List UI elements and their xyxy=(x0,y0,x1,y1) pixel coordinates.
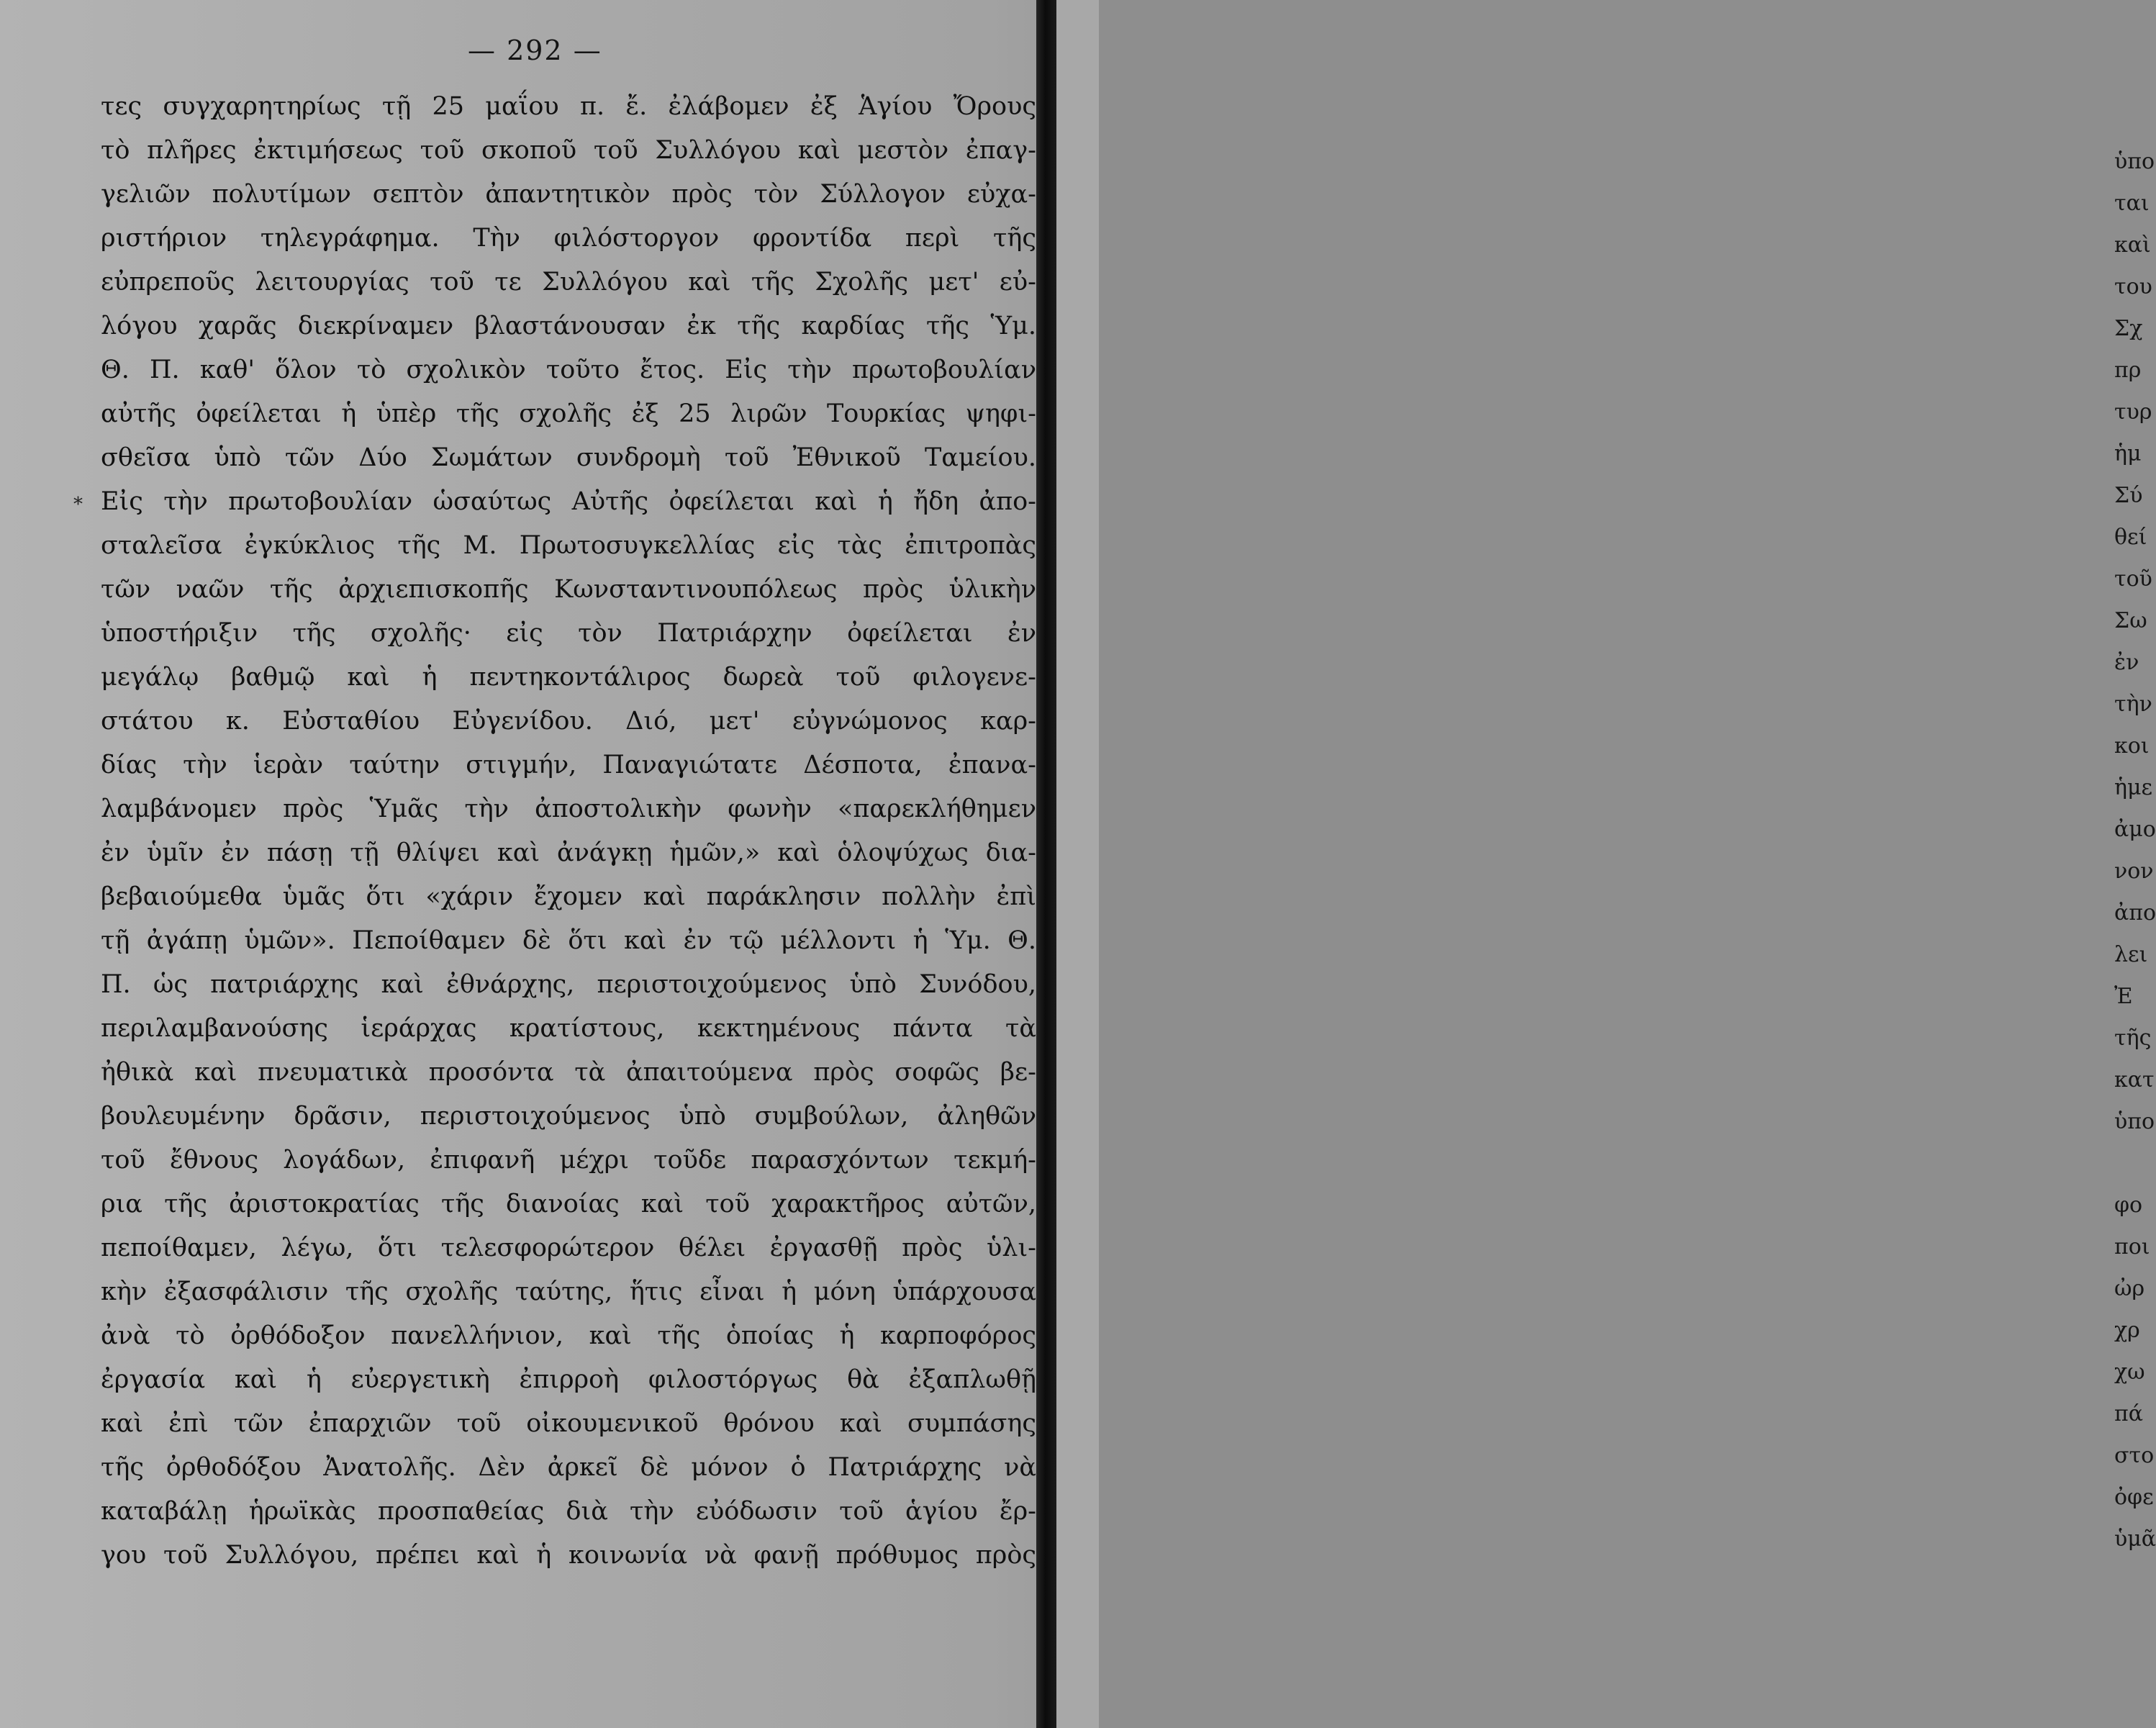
text-line: ἐργασία καὶ ἡ εὐεργετικὴ ἐπιρροὴ φιλοστόργως θὰ ἐξαπλωθῇ xyxy=(101,1365,1036,1394)
text-line: ὑποστήριξιν τῆς σχολῆς· εἰς τὸν Πατριάρχην ὀφείλεται ἐν xyxy=(101,619,1036,648)
next-page-fragments xyxy=(2114,141,2155,1560)
next-page-fragment: τυρ xyxy=(2114,399,2152,425)
text-line: γελιῶν πολυτίμων σεπτὸν ἀπαντητικὸν πρὸς τὸν Σύλλογον εὐχα- xyxy=(101,180,1036,209)
next-page-fragment: χω xyxy=(2114,1360,2145,1385)
next-page-fragment: Σχ xyxy=(2114,316,2143,341)
text-line: γου τοῦ Συλλόγου, πρέπει καὶ ἡ κοινωνία νὰ φανῇ πρόθυμος πρὸς xyxy=(101,1541,1036,1570)
text-line: ἐν ὑμῖν ἐν πάσῃ τῇ θλίψει καὶ ἀνάγκῃ ἡμῶν,» καὶ ὁλοψύχως δια- xyxy=(101,838,1036,867)
next-page-fragment: χρ xyxy=(2114,1318,2140,1343)
text-line: κὴν ἐξασφάλισιν τῆς σχολῆς ταύτης, ἥτις εἶναι ἡ μόνη ὑπάρχουσα xyxy=(101,1277,1036,1306)
text-line: Θ. Π. καθ' ὅλον τὸ σχολικὸν τοῦτο ἔτος. Εἰς τὴν πρωτοβουλίαν xyxy=(101,356,1036,384)
text-line: τῶν ναῶν τῆς ἀρχιεπισκοπῆς Κωνσταντινουπόλεως πρὸς ὑλικὴν xyxy=(101,575,1036,604)
text-line: λαμβάνομεν πρὸς Ὑμᾶς τὴν ἀποστολικὴν φωνὴν «παρεκλήθημεν xyxy=(101,795,1036,823)
text-line: Εἰς τὴν πρωτοβουλίαν ὡσαύτως Αὐτῆς ὀφείλεται καὶ ἡ ἤδη ἀπο- xyxy=(101,487,1036,516)
main-page xyxy=(0,0,1036,1728)
next-page-fragment: Σω xyxy=(2114,608,2147,633)
next-page-fragment: ἀπο xyxy=(2114,900,2156,926)
next-page-fragment: ἡμε xyxy=(2114,775,2153,800)
text-line: τῆς ὀρθοδόξου Ἀνατολῆς. Δὲν ἀρκεῖ δὲ μόνον ὁ Πατριάρχης νὰ xyxy=(101,1453,1036,1482)
next-page-fragment: Σύ xyxy=(2114,483,2143,508)
text-line: τὸ πλῆρες ἐκτιμήσεως τοῦ σκοποῦ τοῦ Συλλόγου καὶ μεστὸν ἐπαγ- xyxy=(101,136,1036,165)
next-page-fragment: τὴν xyxy=(2114,692,2152,717)
next-page-fragment: του xyxy=(2114,274,2152,299)
next-page-fragment: ὑπο xyxy=(2114,149,2155,174)
margin-mark: * xyxy=(73,494,83,515)
text-line: ἀνὰ τὸ ὀρθόδοξον πανελλήνιον, καὶ τῆς ὁποίας ἡ καρποφόρος xyxy=(101,1321,1036,1350)
text-line: ρια τῆς ἀριστοκρατίας τῆς διανοίας καὶ τοῦ χαρακτῆρος αὐτῶν, xyxy=(101,1190,1036,1218)
text-line: πεποίθαμεν, λέγω, ὅτι τελεσφορώτερον θέλει ἐργασθῇ πρὸς ὑλι- xyxy=(101,1234,1036,1262)
text-line: τοῦ ἔθνους λογάδων, ἐπιφανῆ μέχρι τοῦδε παρασχόντων τεκμή- xyxy=(101,1146,1036,1175)
next-page-fragment: κατ xyxy=(2114,1067,2155,1093)
text-line: εὐπρεποῦς λειτουργίας τοῦ τε Συλλόγου καὶ τῆς Σχολῆς μετ' εὐ- xyxy=(101,268,1036,297)
next-page-fragment: ὑμᾶ xyxy=(2114,1526,2156,1552)
next-page-fragment: ἐν xyxy=(2114,650,2139,675)
next-page-fragment: φο xyxy=(2114,1193,2143,1218)
body-text xyxy=(101,85,1036,1578)
text-line: βουλευμένην δρᾶσιν, περιστοιχούμενος ὑπὸ συμβούλων, ἀληθῶν xyxy=(101,1102,1036,1131)
text-line: στάτου κ. Εὐσταθίου Εὐγενίδου. Διό, μετ' εὐγνώμονος καρ- xyxy=(101,707,1036,736)
text-line: Π. ὡς πατριάρχης καὶ ἐθνάρχης, περιστοιχούμενος ὑπὸ Συνόδου, xyxy=(101,970,1036,999)
next-page-fragment: ἀμο xyxy=(2114,817,2156,842)
next-page-fragment: ὠρ xyxy=(2114,1276,2145,1301)
text-line: ἠθικὰ καὶ πνευματικὰ προσόντα τὰ ἀπαιτούμενα πρὸς σοφῶς βε- xyxy=(101,1058,1036,1087)
next-page-fragment: πά xyxy=(2114,1401,2143,1426)
next-page-fragment: ὀφε xyxy=(2114,1485,2154,1510)
text-line: αὐτῆς ὀφείλεται ἡ ὑπὲρ τῆς σχολῆς ἐξ 25 λιρῶν Τουρκίας ψηφι- xyxy=(101,399,1036,428)
text-line: καὶ ἐπὶ τῶν ἐπαρχιῶν τοῦ οἰκουμενικοῦ θρόνου καὶ συμπάσης xyxy=(101,1409,1036,1438)
text-line: δίας τὴν ἱερὰν ταύτην στιγμήν, Παναγιώτατε Δέσποτα, ἐπανα- xyxy=(101,751,1036,779)
next-page-fragment: λει xyxy=(2114,942,2148,967)
next-page-fragment: πρ xyxy=(2114,358,2142,383)
next-page-edge xyxy=(1056,0,2156,1728)
text-line: περιλαμβανούσης ἱεράρχας κρατίστους, κεκτημένους πάντα τὰ xyxy=(101,1014,1036,1043)
next-page-fragment: ὑπο xyxy=(2114,1109,2155,1134)
text-line: καταβάλῃ ἡρωϊκὰς προσπαθείας διὰ τὴν εὐόδωσιν τοῦ ἁγίου ἔρ- xyxy=(101,1497,1036,1526)
next-page-fragment: στο xyxy=(2114,1443,2155,1468)
text-line: σταλεῖσα ἐγκύκλιος τῆς Μ. Πρωτοσυγκελλίας εἰς τὰς ἐπιτροπὰς xyxy=(101,531,1036,560)
next-page-fragment: ποι xyxy=(2114,1234,2150,1259)
text-line: μεγάλῳ βαθμῷ καὶ ἡ πεντηκοντάλιρος δωρεὰ τοῦ φιλογενε- xyxy=(101,663,1036,692)
next-page-fragment xyxy=(2114,1143,2155,1185)
text-line: βεβαιούμεθα ὑμᾶς ὅτι «χάριν ἔχομεν καὶ παράκλησιν πολλὴν ἐπὶ xyxy=(101,882,1036,911)
page-number: — 292 — xyxy=(468,35,602,66)
binding-gutter xyxy=(1036,0,1056,1728)
next-page-fragment: ται xyxy=(2114,191,2150,216)
text-line: λόγου χαρᾶς διεκρίναμεν βλαστάνουσαν ἐκ τῆς καρδίας τῆς Ὑμ. xyxy=(101,312,1036,340)
text-line: τες συγχαρητηρίως τῇ 25 μαΐου π. ἔ. ἐλάβομεν ἐξ Ἁγίου Ὄρους xyxy=(101,92,1036,121)
next-page-fragment: Ἐ xyxy=(2114,984,2133,1009)
next-page-fragment: ἡμ xyxy=(2114,441,2142,466)
next-page-fragment: τῆς xyxy=(2114,1026,2152,1051)
next-page-fragment: θεί xyxy=(2114,525,2147,550)
next-page-fragment: νον xyxy=(2114,859,2154,884)
text-line: τῇ ἀγάπῃ ὑμῶν». Πεποίθαμεν δὲ ὅτι καὶ ἐν τῷ μέλλοντι ἡ Ὑμ. Θ. xyxy=(101,926,1036,955)
next-page-fragment: κοι xyxy=(2114,733,2150,759)
text-line: ριστήριον τηλεγράφημα. Τὴν φιλόστοργον φροντίδα περὶ τῆς xyxy=(101,224,1036,253)
text-line: σθεῖσα ὑπὸ τῶν Δύο Σωμάτων συνδρομὴ τοῦ Ἐθνικοῦ Ταμείου. xyxy=(101,443,1036,472)
next-page-fragment: τοῦ xyxy=(2114,566,2152,592)
next-page-fragment: καὶ xyxy=(2114,232,2151,258)
